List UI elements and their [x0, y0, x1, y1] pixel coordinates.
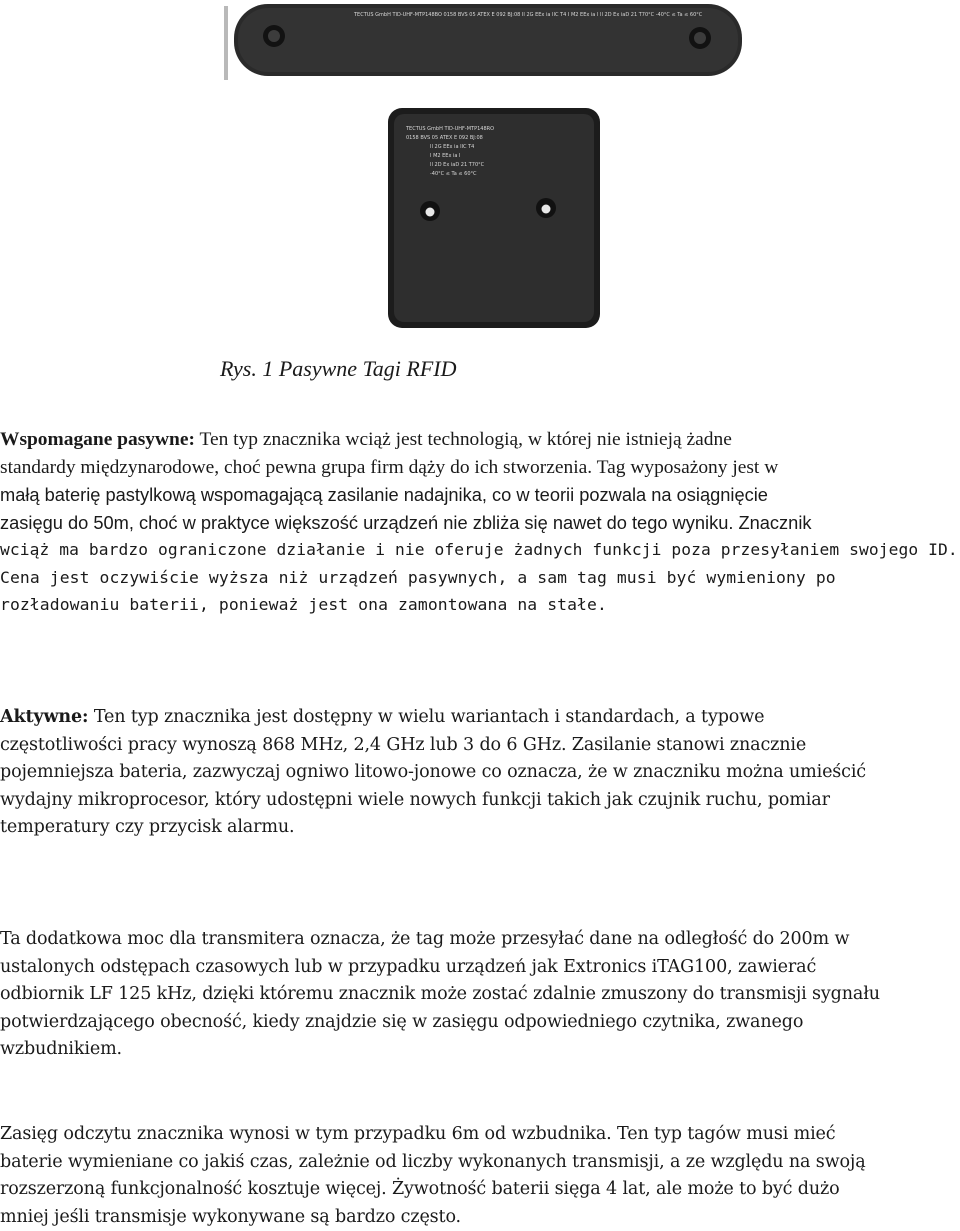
text-line: wciąż ma bardzo ograniczone działanie i nie oferuje żadnych funkcji poza przesyłaniem swojego ID. [0, 540, 958, 559]
text-line: rozszerzoną funkcjonalność kosztuje więcej. Żywotność baterii sięga 4 lat, ale może to być dużo [0, 1179, 840, 1199]
square-rfid-tag-image [388, 108, 600, 328]
text-line: częstotliwości pracy wynoszą 868 MHz, 2,4 GHz lub 3 do 6 GHz. Zasilanie stanowi znacznie [0, 734, 807, 755]
svg-text:0158 BVS 05 ATEX E 092 BJ:08: 0158 BVS 05 ATEX E 092 BJ:08 [406, 135, 483, 141]
figure-caption: Rys. 1 Pasywne Tagi RFID [220, 356, 457, 381]
text-line: Ta dodatkowa moc dla transmitera oznacza, że tag może przesyłać dane na odległość do 200m w [0, 929, 850, 949]
text-line: Zasięg odczytu znacznika wynosi w tym przypadku 6m od wzbudnika. Ten typ tagów musi mieć [0, 1124, 836, 1144]
paragraph-active [0, 704, 960, 842]
elongated-tag-label: TECTUS GmbH TID-UHF-MTP148BO 0158 BVS 05 ATEX E 092 BJ:08 II 2G EEx ia IIC T4 I M2 EEx ia I II 2D Ex iaD 21 T70°C -40°C ≤ Ta ≤ 60°C [354, 12, 703, 18]
text-line: Ten typ znacznika wciąż jest technologią, w której nie istnieją żadne [194, 429, 732, 450]
elongated-rfid-tag-image [224, 0, 744, 84]
svg-text:II 2D Ex iaD 21 T70°C: II 2D Ex iaD 21 T70°C [430, 162, 485, 168]
paragraph-transmitter-power [0, 926, 960, 1064]
text-line: rozładowaniu baterii, ponieważ jest ona zamontowana na stałe. [0, 595, 607, 614]
text-line: odbiornik LF 125 kHz, dzięki któremu znacznik może zostać zdalnie zmuszony do transmisji sygnału [0, 984, 880, 1004]
svg-text:I M2 EEx ia I: I M2 EEx ia I [430, 153, 461, 159]
text-line: zasięgu do 50m, choć w praktyce większość urządzeń nie zbliża się nawet do tego wyniku. Znacznik [0, 511, 812, 533]
paragraph-assisted-passive [0, 426, 960, 619]
text-line: małą baterię pastylkową wspomagającą zasilanie nadajnika, co w teorii pozwala na osiągnięcie [0, 484, 768, 505]
paragraph-read-range [0, 1121, 960, 1231]
text-line: mniej jeśli transmisje wykonywane są bardzo często. [0, 1206, 461, 1227]
text-line: baterie wymieniane co jakiś czas, zależnie od liczby wykonanych transmisji, a ze względu na swoją [0, 1151, 866, 1172]
text-line: potwierdzającego obecność, kiedy znajdzie się w zasięgu odpowiedniego czytnika, zwanego [0, 1011, 804, 1032]
text-line: ustalonych odstępach czasowych lub w przypadku urządzeń jak Extronics iTAG100, zawierać [0, 956, 817, 977]
text-line: standardy międzynarodowe, choć pewna grupa firm dąży do ich stworzenia. Tag wyposażony jest w [0, 456, 779, 478]
text-line: Cena jest oczywiście wyższa niż urządzeń pasywnych, a sam tag musi być wymieniony po [0, 567, 836, 587]
text-line: temperatury czy przycisk alarmu. [0, 817, 295, 837]
svg-text:II 2G EEx ia IIC T4: II 2G EEx ia IIC T4 [430, 144, 475, 150]
svg-text:-40°C ≤ Ta ≤ 60°C: -40°C ≤ Ta ≤ 60°C [430, 171, 477, 177]
text-line: Ten typ znacznika jest dostępny w wielu wariantach i standardach, a typowe [88, 707, 765, 727]
paragraph-lead: Aktywne: [0, 707, 89, 727]
text-line: wydajny mikroprocesor, który udostępni wiele nowych funkcji takich jak czujnik ruchu, pomiar [0, 789, 830, 810]
svg-text:TECTUS GmbH TID-UHF-MTP148RO: TECTUS GmbH TID-UHF-MTP148RO [406, 126, 495, 132]
text-line: pojemniejsza bateria, zazwyczaj ogniwo litowo-jonowe co oznacza, że w znaczniku można umieścić [0, 762, 866, 782]
text-line: wzbudnikiem. [0, 1039, 122, 1059]
paragraph-lead: Wspomagane pasywne: [0, 429, 195, 450]
